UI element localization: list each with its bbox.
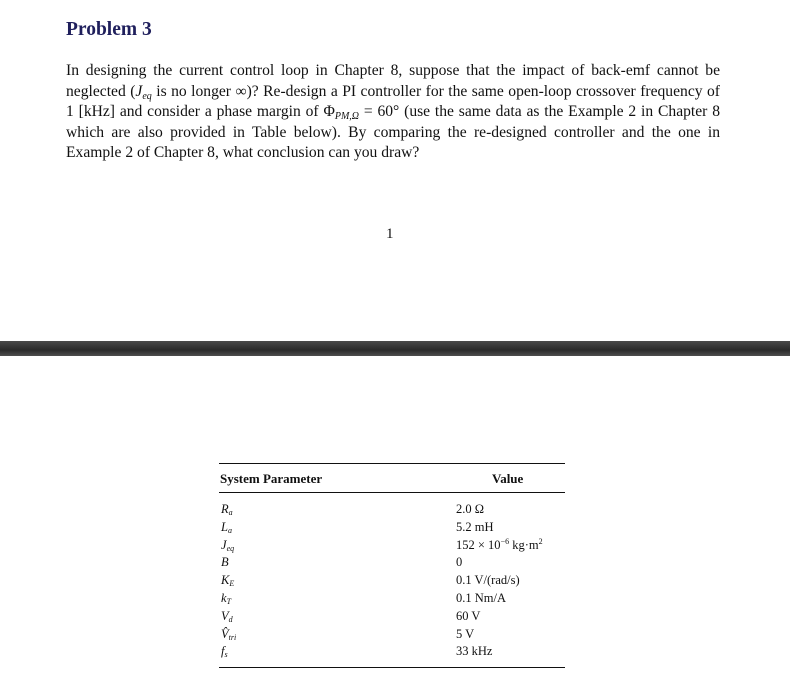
value-column [456, 501, 543, 661]
table-cell-value: 0.1 V/(rad/s) [456, 573, 520, 588]
table-row: $V̂_{tri}$ [221, 626, 237, 642]
table-row: $V_d$ [221, 608, 233, 624]
table-row: $k_T$ [221, 590, 232, 606]
table-cell-value: 0 [456, 555, 463, 570]
table-cell-value: 5.2 mH [456, 519, 494, 534]
table-header-parameter: System Parameter [220, 471, 323, 486]
table-cell-value: 33 kHz [456, 644, 493, 659]
jeq-symbol: J [135, 82, 143, 100]
statement-part-1: In designing the current control loop in Chapter 8, suppose that the impact of back-emf cannot be neglected ( [66, 62, 720, 100]
phase-margin-symbol: Φ [323, 103, 335, 121]
page-number: 1 [386, 226, 394, 242]
table-row: $R_a$ [221, 502, 233, 517]
table-header-rule [219, 492, 565, 493]
phase-margin-subscript: PM,Ω [334, 111, 360, 123]
jeq-subscript: eq [142, 90, 152, 102]
page-separator [0, 341, 790, 356]
table-row: B [221, 555, 229, 570]
table-cell-value: $152 \times 10^{-6}$ $kg\cdot m^2$ [456, 536, 543, 552]
table-row: $L_a$ [221, 519, 232, 535]
symbol-column [221, 501, 236, 661]
problem-title: Problem 3 [66, 19, 152, 40]
table-cell-value: 60 V [456, 608, 481, 623]
statement-part-2: is no longer ∞)? Re-design a PI controller for the same open-loop crossover frequency of 1 [kHz] and consider a phase margin of [66, 82, 720, 121]
table-cell-value: 0.1 Nm/A [456, 590, 506, 605]
table-row: $K_E$ [221, 573, 235, 589]
table-row: $f_s$ [221, 644, 228, 660]
table-row: $J_{eq}$ [221, 537, 235, 553]
statement-part-3: = 60° (use the same data as the Example 2 in Chapter 8 which are also provided in Table below). By comparing the re-designed controller and the one in Example 2 of Chapter 8, what conclusion can you draw? [66, 103, 720, 162]
table-header-value: Value [492, 471, 524, 486]
table-top-rule [219, 463, 565, 464]
table-cell-value: 2.0 Ω [456, 502, 485, 516]
table-cell-value: 5 V [456, 626, 475, 641]
problem-statement [66, 61, 720, 164]
table-bottom-rule [219, 667, 565, 668]
